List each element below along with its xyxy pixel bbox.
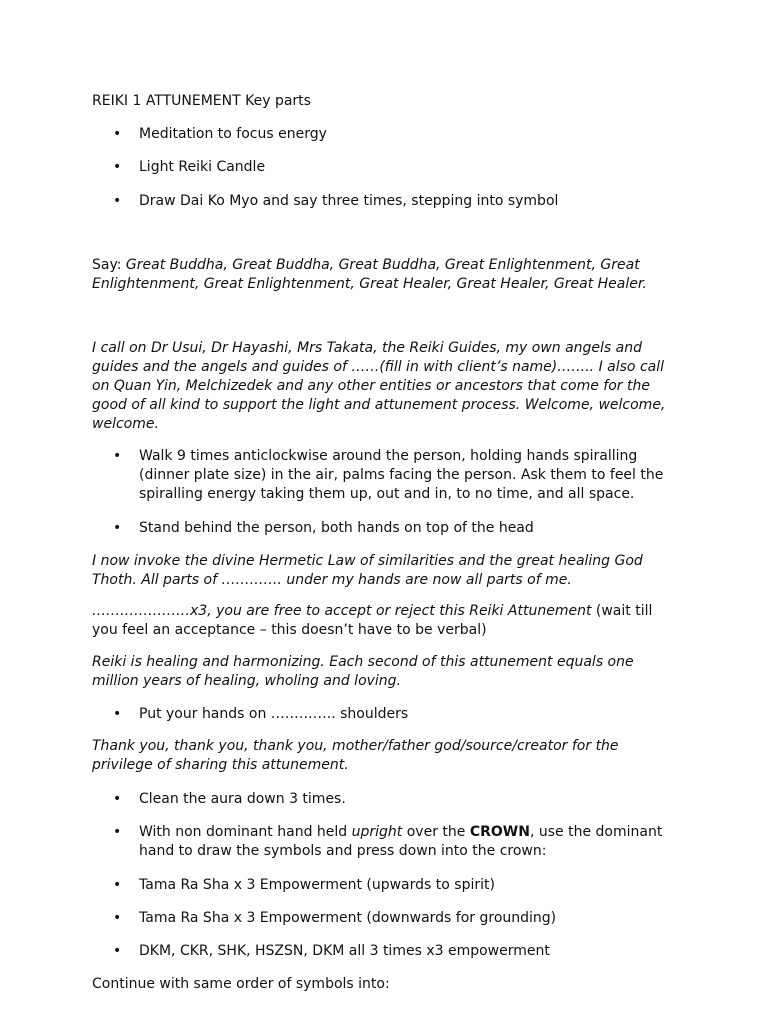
list-item-text: Meditation to focus energy [139, 126, 327, 142]
say-paragraph [92, 256, 677, 294]
hermetic-law-paragraph [92, 552, 677, 590]
list-item [92, 447, 677, 504]
acceptance-note: (wait till you feel an acceptance – this doesn’t have to be verbal) [92, 603, 653, 638]
list-item [92, 942, 677, 961]
document-title: REIKI 1 ATTUNEMENT Key parts [92, 93, 311, 109]
hermetic-law-text: I now invoke the divine Hermetic Law of similarities and the great healing God Thoth. All parts of …………. under my hands are now all parts of me. [92, 553, 643, 588]
crown-text-part: With non dominant hand held [139, 824, 352, 840]
invocation-paragraph [92, 339, 677, 434]
thanks-paragraph [92, 737, 677, 775]
crown-text-part: , use the dominant hand to draw the symbols and press down into the crown: [139, 824, 663, 859]
crown-text-part: over the [402, 824, 470, 840]
list-item-text: Stand behind the person, both hands on top of the head [139, 520, 534, 536]
list-item-text: Draw Dai Ko Myo and say three times, stepping into symbol [139, 193, 559, 209]
bullet-glyph: • [113, 824, 122, 840]
list-item [92, 909, 677, 928]
bullet-glyph: • [113, 193, 122, 209]
list-item [92, 705, 677, 724]
list-item [92, 823, 677, 861]
crown-instruction [139, 823, 679, 861]
say-label: Say: [92, 257, 126, 273]
crown-bold-emphasis: CROWN [469, 824, 530, 840]
list-item-text: Walk 9 times anticlockwise around the person, holding hands spiralling (dinner plate size) in the air, palms facing the person. Ask them to feel the spiralling energy taking them up, out and in, to no time, and all space. [139, 448, 664, 502]
healing-text: Reiki is healing and harmonizing. Each second of this attunement equals one million years of healing, wholing and loving. [92, 654, 634, 689]
healing-paragraph [92, 653, 677, 691]
acceptance-italic-text: …………………x3, you are free to accept or reject this Reiki Attunement [92, 603, 592, 619]
list-item [92, 790, 677, 809]
bullet-glyph: • [113, 943, 122, 959]
list-item-text: Clean the aura down 3 times. [139, 791, 346, 807]
bullet-glyph: • [113, 448, 122, 464]
list-item-text: Tama Ra Sha x 3 Empowerment (upwards to spirit) [139, 877, 495, 893]
list-item-text: Tama Ra Sha x 3 Empowerment (downwards for grounding) [139, 910, 557, 926]
list-item [92, 192, 677, 211]
bullet-glyph: • [113, 126, 122, 142]
bullet-glyph: • [113, 706, 122, 722]
thanks-text: Thank you, thank you, thank you, mother/father god/source/creator for the privilege of sharing this attunement. [92, 738, 619, 773]
list-item-text: Put your hands on ………….. shoulders [139, 706, 409, 722]
say-mantra: Great Buddha, Great Buddha, Great Buddha, Great Enlightenment, Great Enlightenment, Great Enlightenment, Great Healer, Great Healer, Great Healer. [92, 257, 647, 292]
bullet-glyph: • [113, 159, 122, 175]
list-item [92, 876, 677, 895]
continue-paragraph: Continue with same order of symbols into: [92, 976, 390, 992]
list-item [92, 158, 677, 177]
invocation-text: I call on Dr Usui, Dr Hayashi, Mrs Takata, the Reiki Guides, my own angels and guides and the angels and guides of ……(fill in with client’s name)…….. I also call on Quan Yin, Melchizedek and any other entities or ancestors that come for the good of all kind to support the light and attunement process. Welcome, welcome, welcome. [92, 340, 666, 432]
list-item-text: Light Reiki Candle [139, 159, 266, 175]
list-item [92, 519, 677, 538]
bullet-glyph: • [113, 877, 122, 893]
crown-upright-emphasis: upright [351, 824, 403, 840]
bullet-glyph: • [113, 520, 122, 536]
bullet-glyph: • [113, 791, 122, 807]
bullet-glyph: • [113, 910, 122, 926]
acceptance-paragraph [92, 602, 677, 640]
list-item [92, 125, 677, 144]
list-item-text: DKM, CKR, SHK, HSZSN, DKM all 3 times x3 empowerment [139, 943, 550, 959]
